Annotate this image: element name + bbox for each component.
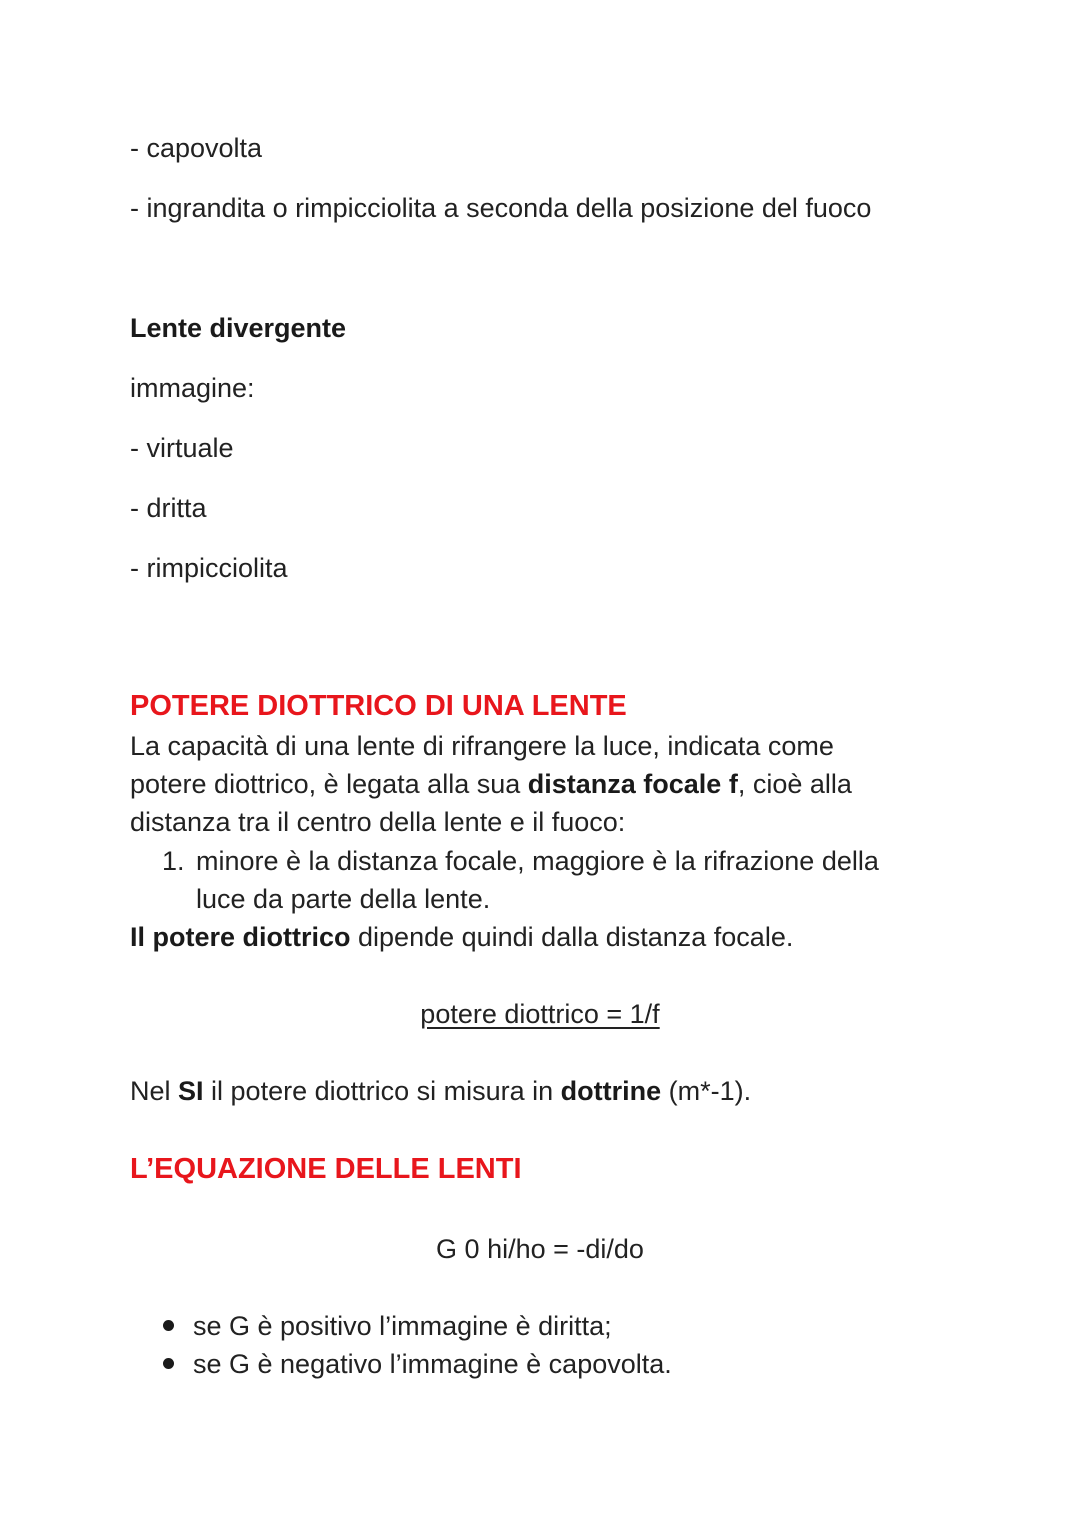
convergent-item-ingrandita: - ingrandita o rimpicciolita a seconda della posizione del fuoco <box>130 193 872 223</box>
si-text-c: il potere diottrico si misura in <box>203 1076 561 1106</box>
divergent-item-dritta: - dritta <box>130 493 207 523</box>
bullet-dot-icon <box>163 1320 174 1331</box>
divergent-lens-title: Lente divergente <box>130 313 347 343</box>
list-item-line1: minore è la distanza focale, maggiore è la rifrazione della <box>196 846 879 876</box>
si-unit-sentence <box>130 1073 751 1109</box>
list-item-line2: luce da parte della lente. <box>196 884 491 914</box>
list-number: 1. <box>162 846 185 876</box>
si-text-a: Nel <box>130 1076 179 1106</box>
bullet-item <box>163 1307 612 1345</box>
potere-paragraph-line1: La capacità di una lente di rifrangere la luce, indicata come <box>130 731 834 761</box>
equazione-formula: G 0 hi/ho = -di/do <box>436 1234 644 1264</box>
divergent-item-virtuale: - virtuale <box>130 433 234 463</box>
bullet-dot-icon <box>163 1358 174 1369</box>
potere-formula <box>0 996 1080 1032</box>
equazione-heading: L’EQUAZIONE DELLE LENTI <box>130 1153 522 1185</box>
convergent-item-capovolta: - capovolta <box>130 133 263 163</box>
divergent-item-rimpicciolita: - rimpicciolita <box>130 553 288 583</box>
divergent-intro: immagine: <box>130 373 255 403</box>
potere-summary-rest: dipende quindi dalla distanza focale. <box>350 922 794 952</box>
potere-paragraph-line3: distanza tra il centro della lente e il fuoco: <box>130 807 626 837</box>
bullet-text: se G è positivo l’immagine è diritta; <box>193 1311 612 1341</box>
bullet-item <box>163 1345 672 1383</box>
potere-paragraph-line2 <box>130 766 852 802</box>
potere-text: potere diottrico, è legata alla sua <box>130 769 528 799</box>
si-text-e: (m*-1). <box>661 1076 752 1106</box>
potere-text-tail: , cioè alla <box>737 769 852 799</box>
si-bold: SI <box>178 1076 204 1106</box>
potere-summary <box>130 919 793 955</box>
distanza-focale-bold: distanza focale f <box>527 769 738 799</box>
potere-diottrico-heading: POTERE DIOTTRICO DI UNA LENTE <box>130 690 627 722</box>
potere-formula-text: potere diottrico = 1/f <box>420 999 660 1029</box>
bullet-text: se G è negativo l’immagine è capovolta. <box>193 1349 672 1379</box>
potere-summary-bold: Il potere diottrico <box>130 922 351 952</box>
dottrine-bold: dottrine <box>560 1076 662 1106</box>
